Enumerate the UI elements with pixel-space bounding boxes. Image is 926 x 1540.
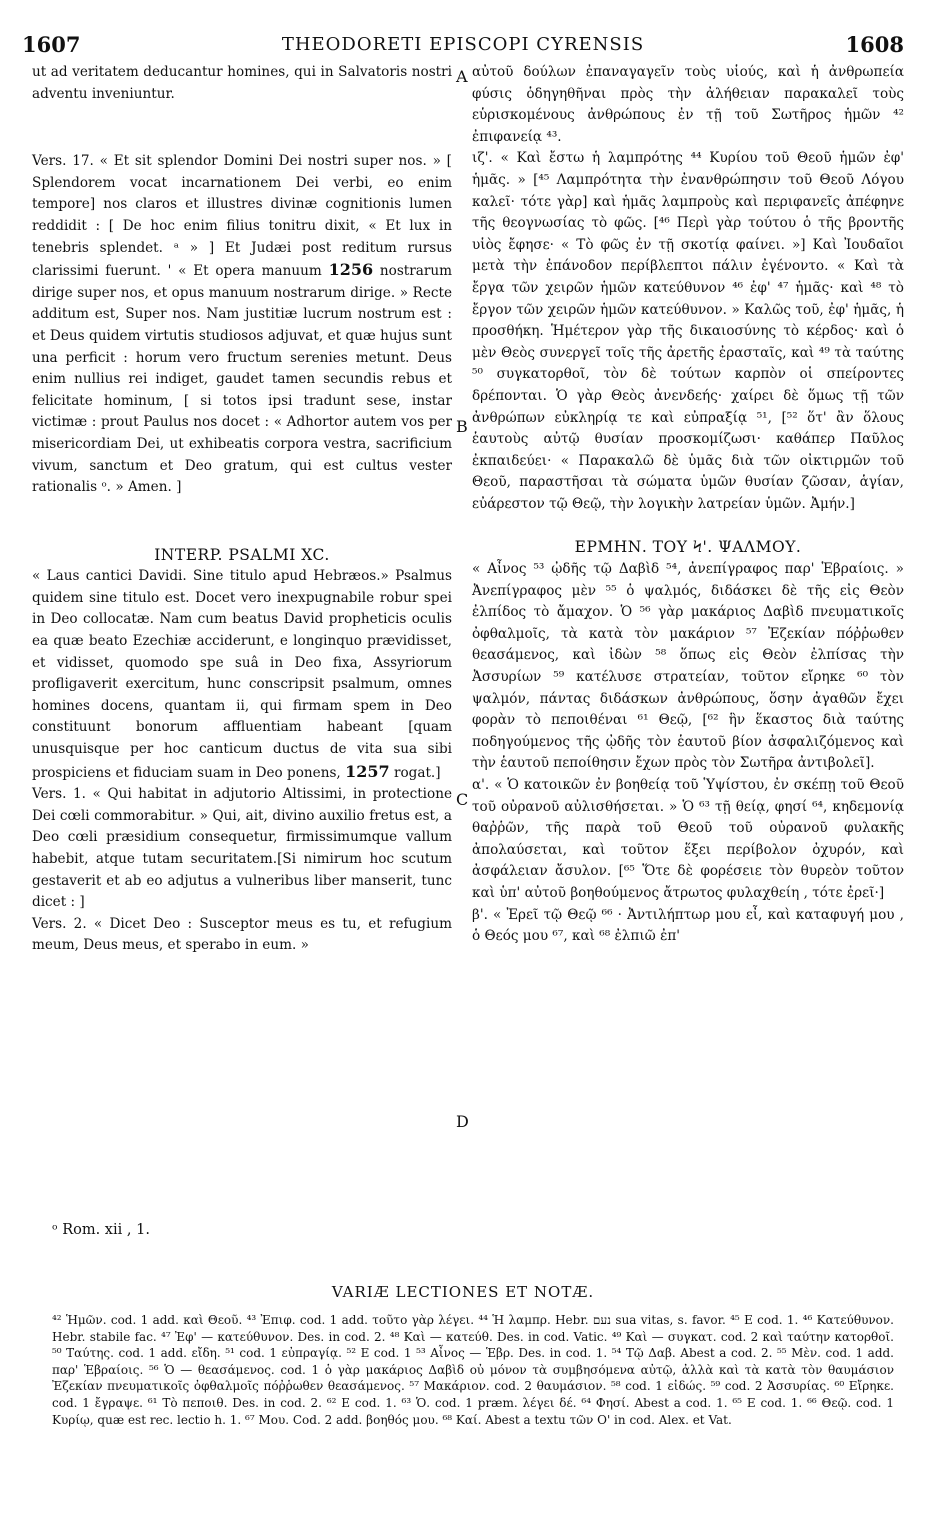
- greek-paragraph: α'. « Ὁ κατοικῶν ἐν βοηθείᾳ τοῦ Ὑψίστου, ἐν σκέπῃ τοῦ Θεοῦ τοῦ οὐρανοῦ αὐλισθήσεται. » Ὁ ⁶³ τῇ θείᾳ, φησί ⁶⁴, κηδεμονίᾳ θαῤῥῶν, τῆς παρὰ τοῦ Θεοῦ τοῦ οὐρανοῦ φυλακῆς ἀπολαύσεται, καὶ τοῦτον ἕξει περίβολον ὀχυρόν, καὶ ἀσφάλειαν ἄσυλον. [⁶⁵ Ὅτε δὲ φορέσειε τὸν θυρεὸν τοῦτον καὶ ὑπ' αὐτοῦ βοηθούμενος ἄτρωτος φυλαχθείη , τότε ἐρεῖ·]: [472, 777, 904, 901]
- column-number: 1256: [328, 260, 374, 280]
- column-number: 1257: [345, 761, 390, 781]
- latin-section-heading: INTERP. PSALMI XC.: [154, 545, 330, 564]
- latin-paragraph: ut ad veritatem deducantur homines, qui in Salvatoris nostri adventu inveniuntur.: [32, 64, 452, 102]
- latin-column: [32, 62, 452, 957]
- latin-paragraph: Vers. 2. « Dicet Deo : Susceptor meus es tu, et refugium meum, Deus meus, et sperabo in eum. »: [32, 915, 452, 954]
- latin-text: nostrarum dirige super nos, et opus manuum nostrarum dirige. » Recte additum est, Super nos. Nam justitiæ lucrum nostrum est : et Deus quidem virtutis studiosos adjuvat, et quæ hujus sunt una perficit : horum vero fructum serenies metunt. Deus enim nullius rei indiget, gaudet tamen secundis rebus et felicitate hominum, [ si totos ipsi tradunt sese, instar victimæ : prout Paulus nos docet : « Adhortor autem vos per misericordiam Dei, ut exhibeatis corpora vestra, sacrificium vivum, sanctum et Deo gratum, qui est cultus vester rationalis ᵒ. » Amen. ]: [32, 263, 453, 496]
- notes-title: VARIÆ LECTIONES ET NOTÆ.: [331, 1283, 595, 1301]
- latin-paragraph: Vers. 1. « Qui habitat in adjutorio Altissimi, in protectione Dei cœli commorabitur. » Qui, ait, divino auxilio fretus est, a Deo cœli præsidium consequetur, firmissimumque vallum habebit, atque tutam securitatem.[Si nimirum hoc scutum gestaverit et ab eo adjutus a vulneribus liber manserit, tunc dicet : ]: [32, 786, 452, 911]
- margin-marker-d: D: [456, 1112, 469, 1131]
- latin-text: « Laus cantici Davidi. Sine titulo apud Hebræos.» Psalmus quidem sine titulo est. Docet vero inexpugnabile robur spei in Deo collocatæ. Nam cum beatus David propheticis oculis ea quæ beato Ezechiæ acciderunt, e longinquo prævidisset, et vidisset, quomodo spe suâ in Deo fixa, Assyriorum profligaverit exercitum, hunc conscripsit psalmum, omnes homines docens, quantam ii, qui firmam spem in Deo constituunt bonorum affluentiam habeant [quam unusquisque per hoc canticum ductus de vita sua sibi prospiciens et fiduciam suam in Deo ponens,: [32, 568, 452, 781]
- latin-paragraph: [32, 566, 452, 784]
- greek-paragraph: « Αἶνος ⁵³ ᾠδῆς τῷ Δαβὶδ ⁵⁴, ἀνεπίγραφος παρ' Ἑβραίοις. » Ἀνεπίγραφος μὲν ⁵⁵ ὁ ψαλμός, διδάσκει δὲ τῆς εἰς Θεὸν ἐλπίδος τὸ ἄμαχον. Ὁ ⁵⁶ γὰρ μακάριος Δαβὶδ πνευματικοῖς ὀφθαλμοῖς, τὰ κατὰ τὸν μακάριον ⁵⁷ Ἐζεκίαν πόῤῥωθεν θεασάμενος, καὶ ἰδὼν ⁵⁸ ὅπως εἰς Θεὸν ἐλπίσας τὴν Ἀσσυρίων ⁵⁹ κατέλυσε στρατείαν, τοῦτον εἴρηκε ⁶⁰ τὸν ψαλμόν, πάντας διδάσκων ἀνθρώπους, ὅσην ἀγαθῶν ἔχει φορὰν τὸ πεποιθέναι ⁶¹ Θεῷ, [⁶² ἣν ἕκαστος διὰ ταύτης ποδηγούμενος τῆς ᾠδῆς τὸν ἑαυτοῦ βίον ἀσφαλιζόμενος καὶ τὴν ἑαυτοῦ πεποίθησιν ἔχων πρὸς τὸν Σωτῆρα ἀντιβολεῖ].: [472, 561, 904, 772]
- margin-marker-a: A: [456, 67, 468, 86]
- latin-paragraph: [32, 151, 452, 499]
- greek-section-heading: ΕΡΜΗΝ. ΤΟΥ Ϟ'. ΨΑΛΜΟΥ.: [574, 538, 802, 557]
- margin-marker-b: B: [456, 417, 468, 436]
- running-header: [22, 32, 904, 58]
- greek-paragraph: ιζ'. « Καὶ ἔστω ἡ λαμπρότης ⁴⁴ Κυρίου τοῦ Θεοῦ ἡμῶν ἐφ' ἡμᾶς. » [⁴⁵ Λαμπρότητα τὴν ἐνανθρώπησιν τοῦ Θεοῦ Λόγου καλεῖ· τότε γὰρ] καὶ ἡμᾶς λαμπροὺς καὶ περιφανεῖς ἀπέφηνε τῆς θεογνωσίας τὸ φῶς. [⁴⁶ Περὶ γὰρ τούτου ὁ τῆς βροντῆς υἱὸς ἔφησε· « Τὸ φῶς ἐν τῇ σκοτίᾳ φαίνει. »] Καὶ Ἰουδαῖοι μετὰ τὴν ἐπάνοδον περίβλεπτοι πάλιν ἐγένοντο. « Καὶ τὰ ἔργα τῶν χειρῶν ἡμῶν κατεύθυνον ⁴⁶ ἐφ' ⁴⁷ ἡμᾶς· καὶ ⁴⁸ τὸ ἔργον τῶν χειρῶν ἡμῶν κατεύθυνον. » Καλῶς τοῦ, ἐφ' ἡμᾶς, ἡ προσθήκη. Ἡμέτερον γὰρ τῆς δικαιοσύνης τὸ κέρδος· καὶ ὁ μὲν Θεὸς συνεργεῖ τοῖς τῆς ἀρετῆς ἐρασταῖς, καὶ ⁴⁹ τὰ ταύτης ⁵⁰ συγκατορθοῖ, τὸν δὲ τούτων καρπὸν οἱ σπείροντες δρέπονται. Ὁ γὰρ Θεὸς ἀνενδεής· χαίρει δὲ ὅμως τῇ τῶν ἀνθρώπων εὐκληρίᾳ τε καὶ εὐπραξίᾳ ⁵¹, [⁵² ὅτ' ἂν ὅλους ἑαυτοὺς αὐτῷ θυσίαν προσκομίζωσι· καθάπερ Παῦλος ἐκπαιδεύει· « Παρακαλῶ δὲ ὑμᾶς διὰ τῶν οἰκτιρμῶν τοῦ Θεοῦ, παραστῆσαι τὰ σώματα ὑμῶν θυσίαν ζῶσαν, ἁγίαν, εὐάρεστον τῷ Θεῷ, τὴν λογικὴν λατρείαν ὑμῶν. Ἀμήν.]: [472, 150, 904, 512]
- latin-text: Vers. 17. « Et sit splendor Domini Dei nostri super nos. » [ Splendorem vocat incarnationem Dei verbi, eo enim tempore] nos claros et illustres divinæ cognitionis lumen reddidit : [ De hoc enim filius tonitru dixit, « Et lux in tenebris splendet. ᵃ » ] Et Judæi post reditum rursus clarissimi fuerunt. ' « Et opera manuum: [32, 153, 452, 280]
- greek-column: [472, 62, 904, 948]
- greek-paragraph: β'. « Ἐρεῖ τῷ Θεῷ ⁶⁶ · Ἀντιλήπτωρ μου εἶ, καὶ καταφυγή μου , ὁ Θεός μου ⁶⁷, καὶ ⁶⁸ ἐλπιῶ ἐπ': [472, 906, 904, 945]
- latin-text: rogat.]: [393, 764, 441, 781]
- page-number-left: 1607: [22, 32, 81, 57]
- greek-paragraph: αὐτοῦ δούλων ἐπαναγαγεῖν τοὺς υἱούς, καὶ ἡ ἀνθρωπεία φύσις ὁδηγηθῆναι πρὸς τὴν ἀλήθειαν παρακαλεῖ τοὺς εὑρισκομένους ἀνθρώπους ἐν τῇ τοῦ Σωτῆρος ἡμῶν ⁴² ἐπιφανείᾳ ⁴³.: [472, 64, 904, 145]
- page-number-right: 1608: [845, 32, 904, 57]
- notes-text: ⁴² Ἡμῶν. cod. 1 add. καὶ Θεοῦ. ⁴³ Ἐπιφ. cod. 1 add. τοῦτο γὰρ λέγει. ⁴⁴ Ἡ λαμπρ. Hebr. נעם sua vitas, s. favor. ⁴⁵ E cod. 1. ⁴⁶ Κατεύθυνον. Hebr. stabile fac. ⁴⁷ Ἐφ' — κατεύθυνον. Des. in cod. 2. ⁴⁸ Καὶ — κατεύθ. Des. in cod. Vatic. ⁴⁹ Καὶ — συγκατ. cod. 2 καὶ ταύτην κατορθοῖ. ⁵⁰ Ταύτης. cod. 1 add. εἴδη. ⁵¹ cod. 1 εὐπραγίᾳ. ⁵² E cod. 1 ⁵³ Αἶνος — Ἑβρ. Des. in cod. 1. ⁵⁴ Τῷ Δαβ. Abest a cod. 2. ⁵⁵ Μὲν. cod. 1 add. παρ' Ἑβραίοις. ⁵⁶ Ὁ — θεασάμενος. cod. 1 ὁ γὰρ μακάριος Δαβὶδ οὐ μόνον τὰ συμβησόμενα αὐτῷ, ἀλλὰ καὶ τὰ κατὰ τὸν θαυμάσιον Ἐζεκίαν πνευματικοῖς ὀφθαλμοῖς πόῤῥωθεν θεασάμενος. ⁵⁷ Μακάριον. cod. 2 θαυμάσιον. ⁵⁸ cod. 1 εἰδώς. ⁵⁹ cod. 2 Ἀσσυρίας. ⁶⁰ Εἴρηκε. cod. 1 ἔγραψε. ⁶¹ Τὸ πεποιθ. Des. in cod. 2. ⁶² E cod. 1. ⁶³ Ὁ. cod. 1 præm. λέγει δέ. ⁶⁴ Φησί. Abest a cod. 1. ⁶⁵ E cod. 1. ⁶⁶ Θεῷ. cod. 1 Κυρίῳ, quæ est rec. lectio h. 1. ⁶⁷ Μου. Cod. 2 add. βοηθός μου. ⁶⁸ Καί. Abest a textu τῶν Ο' in cod. Alex. et Vat.: [52, 1313, 894, 1427]
- footnote: ᵒ Rom. xii , 1.: [52, 1222, 150, 1238]
- running-title: THEODORETI EPISCOPI CYRENSIS: [281, 34, 645, 55]
- margin-marker-c: C: [456, 790, 469, 809]
